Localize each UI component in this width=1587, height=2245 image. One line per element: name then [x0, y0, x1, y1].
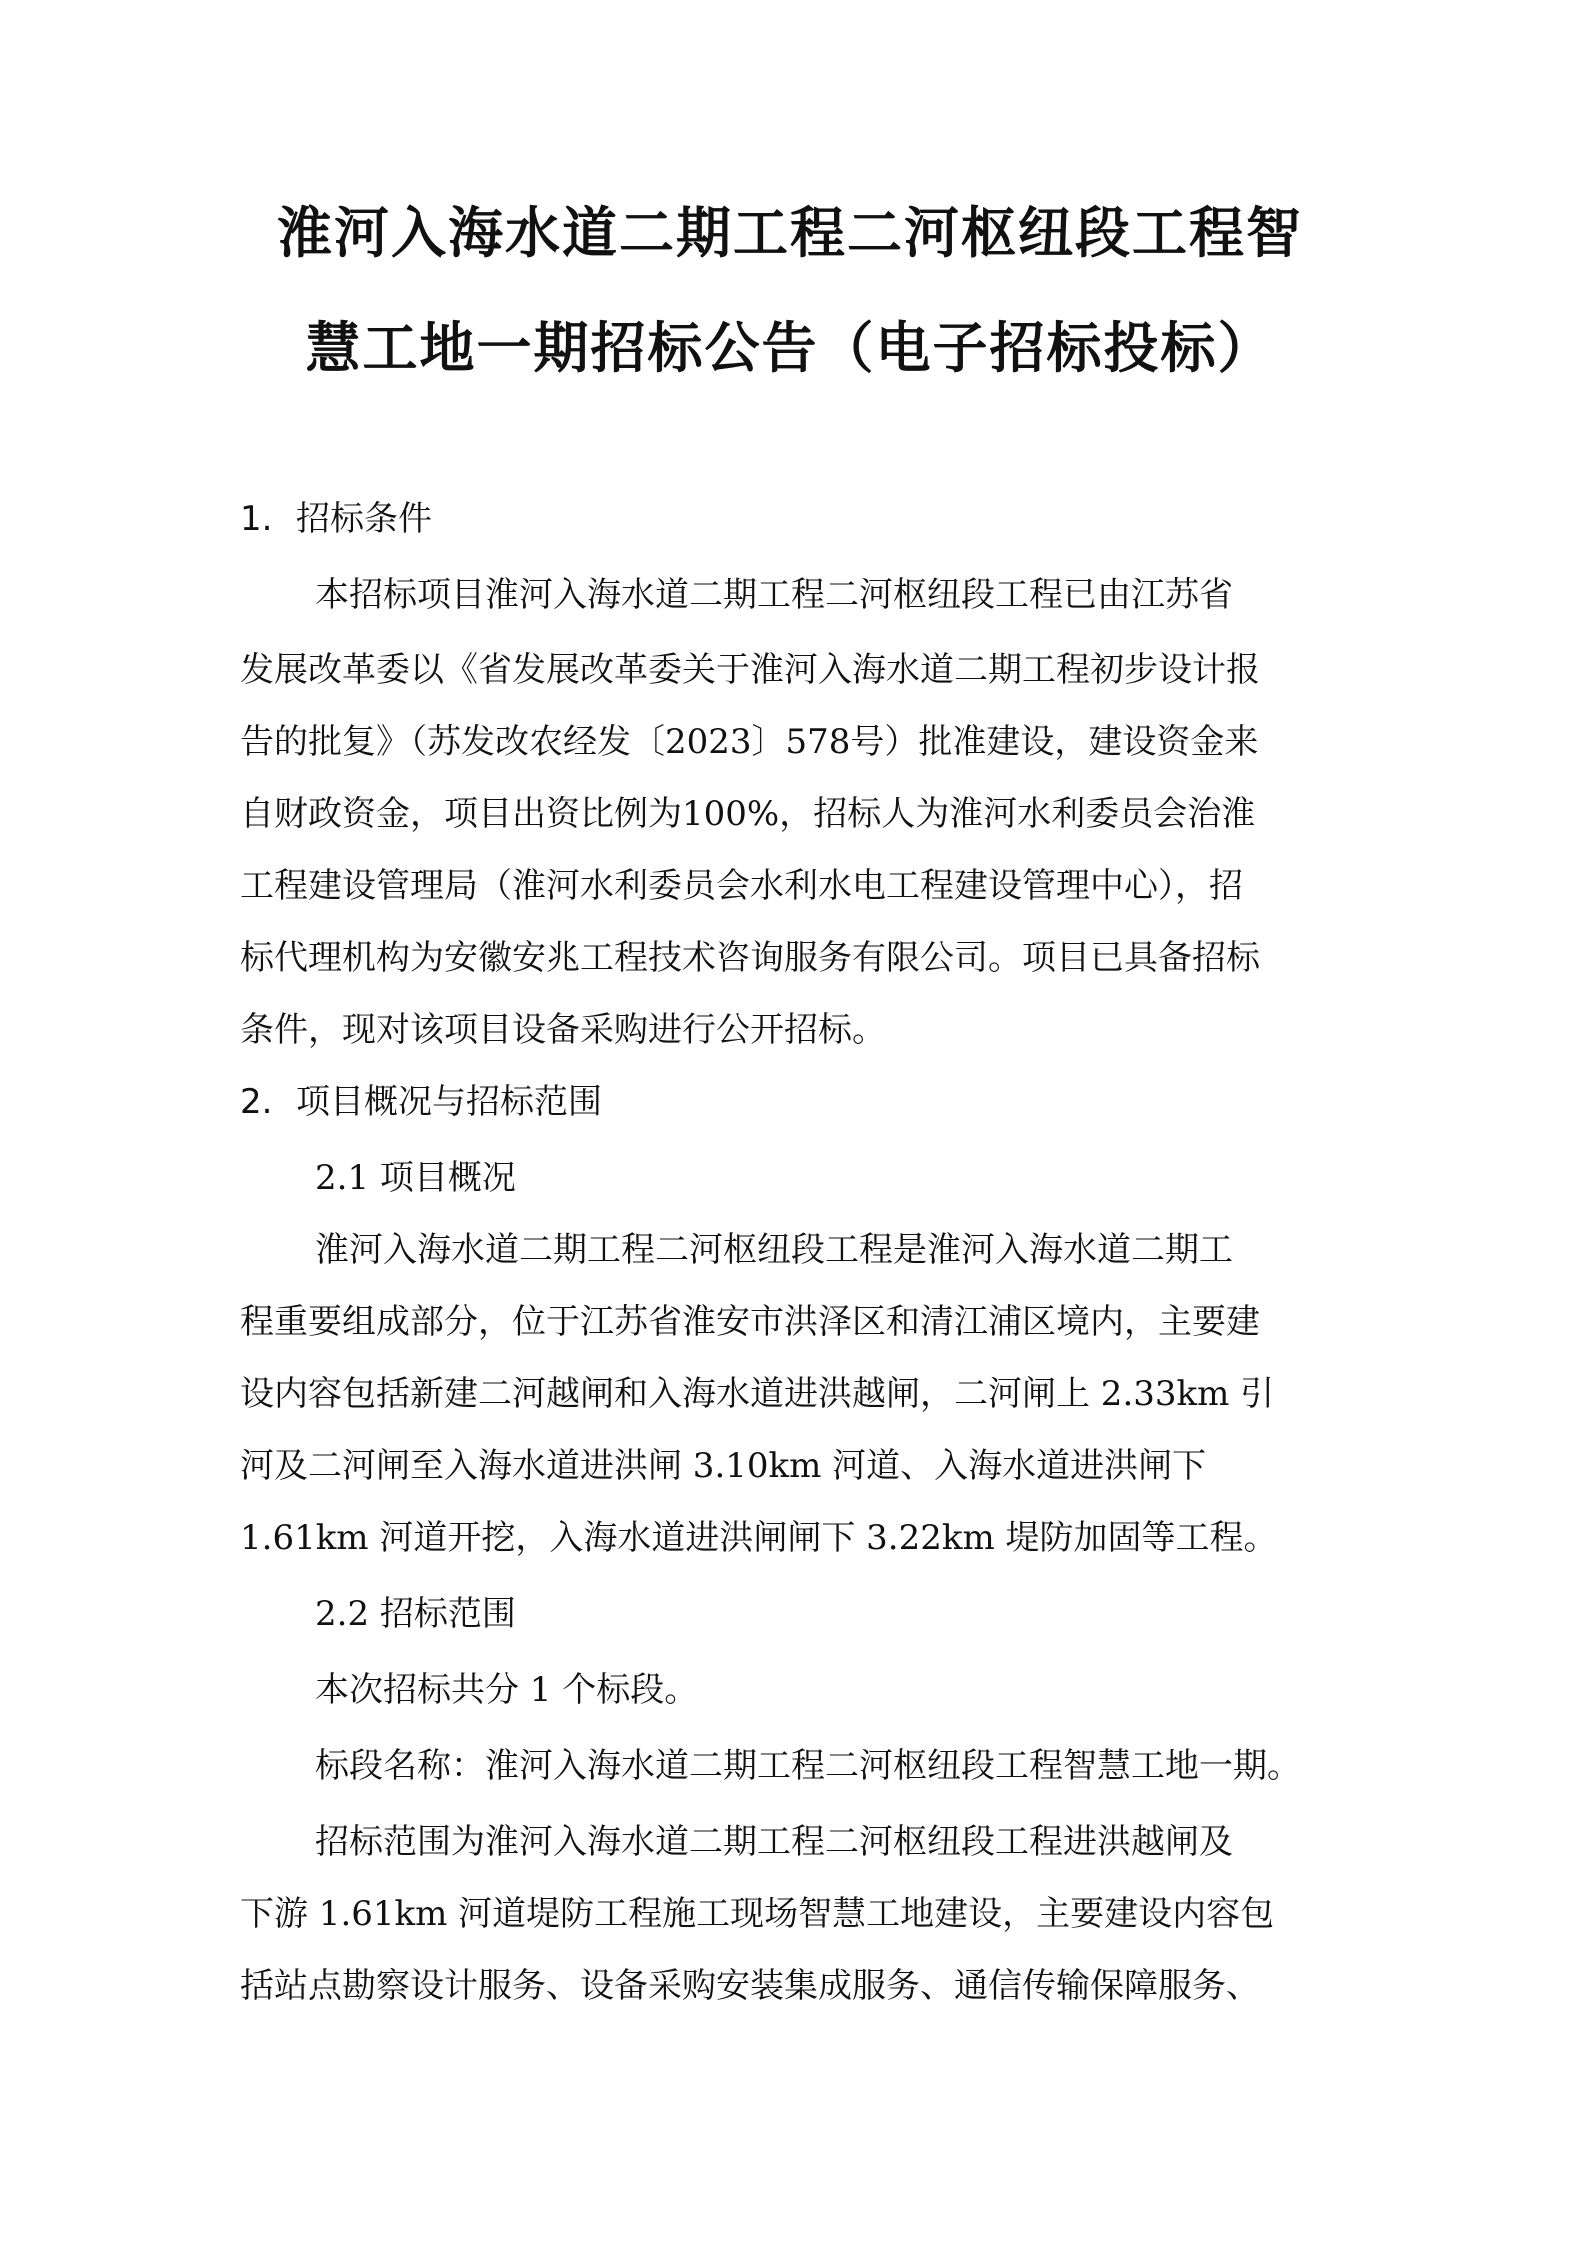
section-1-number: 1. — [240, 499, 273, 539]
paragraph-line: 程重要组成部分，位于江苏省淮安市洪泽区和清江浦区境内，主要建 — [240, 1302, 1260, 1342]
paragraph-line: 标段名称：淮河入海水道二期工程二河枢纽段工程智慧工地一期。 — [315, 1746, 1301, 1786]
section-1-heading — [240, 495, 432, 543]
paragraph-line: 自财政资金，项目出资比例为100%，招标人为淮河水利委员会治淮 — [240, 794, 1256, 834]
paragraph-line: 招标范围为淮河入海水道二期工程二河枢纽段工程进洪越闸及 — [315, 1822, 1233, 1862]
paragraph-line: 本次招标共分 1 个标段。 — [315, 1670, 699, 1710]
section-2-number: 2. — [240, 1082, 273, 1122]
paragraph-line: 括站点勘察设计服务、设备采购安装集成服务、通信传输保障服务、 — [240, 1966, 1260, 2006]
document-title-line-2: 慧工地一期招标公告（电子招标投标） — [305, 315, 1275, 380]
paragraph-line: 淮河入海水道二期工程二河枢纽段工程是淮河入海水道二期工 — [315, 1230, 1233, 1270]
document-title-line-1: 淮河入海水道二期工程二河枢纽段工程智 — [276, 200, 1303, 265]
paragraph-line: 发展改革委以《省发展改革委关于淮河入海水道二期工程初步设计报 — [240, 650, 1260, 690]
section-1-title: 招标条件 — [296, 499, 432, 539]
section-2-title: 项目概况与招标范围 — [296, 1082, 602, 1122]
paragraph-line: 本招标项目淮河入海水道二期工程二河枢纽段工程已由江苏省 — [315, 575, 1233, 615]
paragraph-line: 工程建设管理局（淮河水利委员会水利水电工程建设管理中心），招 — [240, 866, 1243, 906]
paragraph-line: 设内容包括新建二河越闸和入海水道进洪越闸，二河闸上 2.33km 引 — [240, 1374, 1275, 1414]
paragraph-line: 下游 1.61km 河道堤防工程施工现场智慧工地建设，主要建设内容包 — [240, 1894, 1275, 1934]
paragraph-line: 条件，现对该项目设备采购进行公开招标。 — [240, 1010, 886, 1050]
subsection-2-1-heading: 2.1 项目概况 — [315, 1158, 516, 1198]
section-2-heading — [240, 1078, 602, 1126]
paragraph-line: 1.61km 河道开挖，入海水道进洪闸闸下 3.22km 堤防加固等工程。 — [240, 1518, 1278, 1558]
subsection-2-2-heading: 2.2 招标范围 — [315, 1594, 516, 1634]
paragraph-line: 河及二河闸至入海水道进洪闸 3.10km 河道、入海水道进洪闸下 — [240, 1446, 1207, 1486]
paragraph-line: 标代理机构为安徽安兆工程技术咨询服务有限公司。项目已具备招标 — [240, 938, 1260, 978]
paragraph-line: 告的批复》（苏发改农经发〔2023〕578号）批准建设，建设资金来 — [240, 722, 1259, 762]
